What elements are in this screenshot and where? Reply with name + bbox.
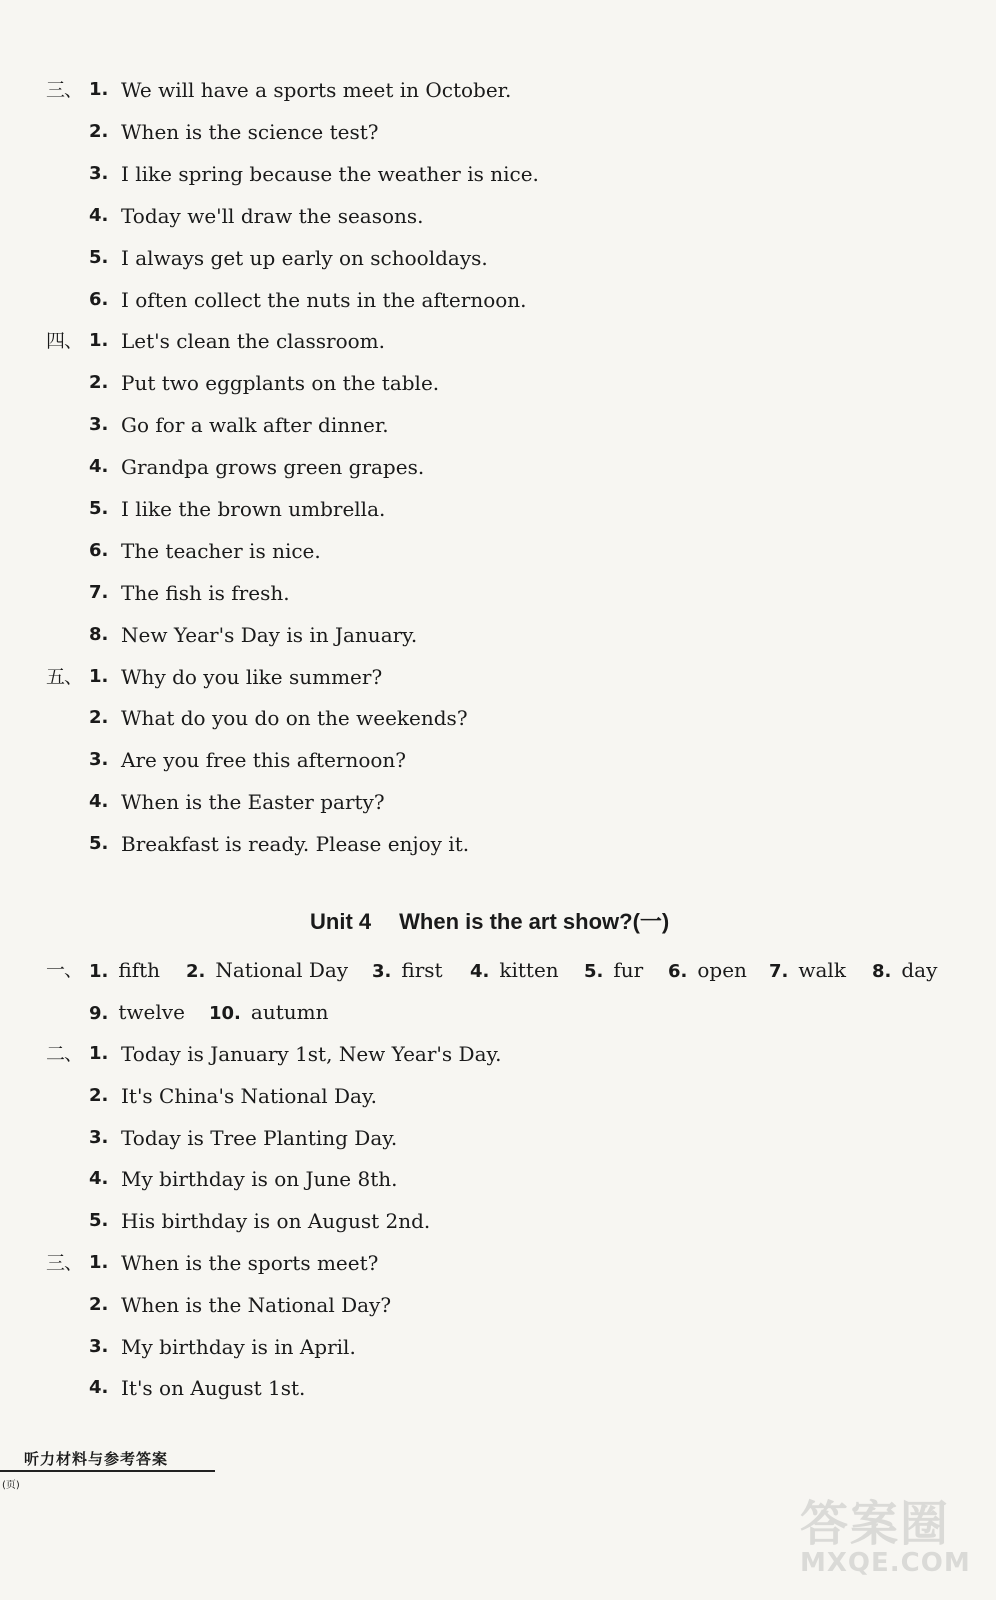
item-number: 8. (872, 961, 892, 982)
item-number: 2. (89, 1294, 109, 1315)
answer-text: Today is Tree Planting Day. (121, 1126, 398, 1150)
answer-text: Go for a walk after dinner. (121, 413, 389, 437)
answer-text: The fish is fresh. (121, 581, 290, 605)
answer-text: Are you free this afternoon? (121, 748, 407, 772)
answer-text: What do you do on the weekends? (121, 706, 468, 730)
vocab-item (89, 950, 160, 992)
vocab-word: day (901, 958, 938, 982)
vocab-item (668, 950, 747, 992)
answer-text: Today we'll draw the seasons. (121, 204, 424, 228)
item-number: 1. (89, 666, 109, 687)
answer-text: My birthday is in April. (121, 1335, 356, 1359)
watermark-logo (800, 1485, 975, 1585)
answer-text: When is the Easter party? (121, 790, 385, 814)
item-number: 9. (89, 1003, 109, 1024)
unit-heading (310, 905, 669, 936)
item-number: 5. (89, 247, 109, 268)
vocab-word: kitten (499, 958, 559, 982)
answer-text: Put two eggplants on the table. (121, 371, 440, 395)
item-number: 6. (89, 289, 109, 310)
answer-text: It's China's National Day. (121, 1084, 377, 1108)
item-number: 5. (584, 961, 604, 982)
answer-text: The teacher is nice. (121, 539, 321, 563)
vocab-word: fifth (118, 958, 161, 982)
answer-text: Today is January 1st, New Year's Day. (121, 1042, 502, 1066)
vocab-word: first (401, 958, 443, 982)
item-number: 4. (89, 205, 109, 226)
answer-text: My birthday is on June 8th. (121, 1167, 398, 1191)
vocab-item (209, 992, 328, 1034)
item-number: 3. (89, 749, 109, 770)
answer-text: When is the science test? (121, 120, 379, 144)
section-marker: 一、 (46, 959, 83, 981)
watermark-title: 答案圈 (800, 1496, 951, 1552)
answer-text: I often collect the nuts in the afternoon. (121, 288, 527, 312)
section-marker: 三、 (46, 79, 83, 101)
item-number: 2. (89, 1085, 109, 1106)
answer-text: His birthday is on August 2nd. (121, 1209, 431, 1233)
answer-text: Let's clean the classroom. (121, 329, 385, 353)
item-number: 6. (89, 540, 109, 561)
unit-number: Unit 4 (310, 909, 372, 934)
section-marker: 四、 (46, 330, 83, 352)
vocab-word: fur (613, 958, 644, 982)
vocab-item (89, 992, 185, 1034)
item-number: 1. (89, 330, 109, 351)
vocab-word: walk (798, 958, 846, 982)
vocab-item (872, 950, 937, 992)
item-number: 5. (89, 1210, 109, 1231)
vocab-item (186, 950, 348, 992)
watermark-url: MXQE.COM (800, 1548, 971, 1578)
answer-text: Grandpa grows green grapes. (121, 455, 425, 479)
vocab-item (584, 950, 643, 992)
answer-text: Why do you like summer? (121, 665, 383, 689)
section-marker: 二、 (46, 1043, 83, 1065)
item-number: 4. (470, 961, 490, 982)
answer-text: I like spring because the weather is nice. (121, 162, 539, 186)
item-number: 2. (186, 961, 206, 982)
item-number: 1. (89, 79, 109, 100)
answer-text: I always get up early on schooldays. (121, 246, 488, 270)
section-marker: 三、 (46, 1252, 83, 1274)
item-number: 5. (89, 498, 109, 519)
item-number: 8. (89, 624, 109, 645)
vocab-item (769, 950, 846, 992)
footer-title: 听力材料与参考答案 (24, 1450, 169, 1468)
answer-text: When is the sports meet? (121, 1251, 379, 1275)
item-number: 1. (89, 1043, 109, 1064)
item-number: 2. (89, 121, 109, 142)
item-number: 4. (89, 456, 109, 477)
vocab-item (470, 950, 559, 992)
item-number: 4. (89, 791, 109, 812)
answer-text: Breakfast is ready. Please enjoy it. (121, 832, 470, 856)
section-marker: 五、 (46, 666, 83, 688)
item-number: 3. (372, 961, 392, 982)
item-number: 10. (209, 1003, 241, 1024)
item-number: 7. (89, 582, 109, 603)
footer-tag: (页) (2, 1480, 20, 1491)
footer-rule (0, 1470, 215, 1472)
answer-text: I like the brown umbrella. (121, 497, 386, 521)
item-number: 3. (89, 1336, 109, 1357)
vocab-word: twelve (118, 1000, 185, 1024)
item-number: 3. (89, 414, 109, 435)
item-number: 4. (89, 1377, 109, 1398)
item-number: 5. (89, 833, 109, 854)
unit-title-text: When is the art show?(一) (399, 909, 670, 934)
item-number: 2. (89, 707, 109, 728)
item-number: 1. (89, 1252, 109, 1273)
vocab-item (372, 950, 443, 992)
item-number: 7. (769, 961, 789, 982)
answer-text: We will have a sports meet in October. (121, 78, 512, 102)
vocab-word: open (697, 958, 747, 982)
item-number: 3. (89, 163, 109, 184)
answer-text: When is the National Day? (121, 1293, 392, 1317)
item-number: 4. (89, 1168, 109, 1189)
item-number: 1. (89, 961, 109, 982)
item-number: 2. (89, 372, 109, 393)
answer-text: New Year's Day is in January. (121, 623, 418, 647)
answer-text: It's on August 1st. (121, 1376, 306, 1400)
vocab-word: National Day (215, 958, 349, 982)
item-number: 6. (668, 961, 688, 982)
vocab-word: autumn (250, 1000, 329, 1024)
item-number: 3. (89, 1127, 109, 1148)
